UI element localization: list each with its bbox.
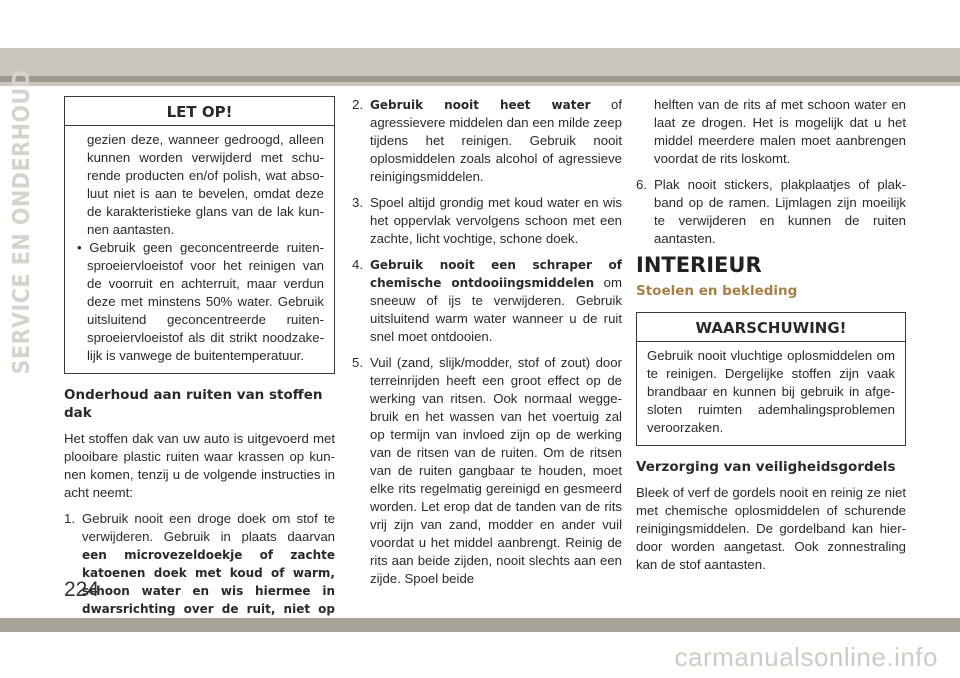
list-item	[352, 256, 622, 346]
section-heading-seatbelts: Verzorging van veiligheidsgordels	[636, 459, 896, 475]
page-number: 224	[64, 578, 100, 601]
subsection-title: Stoelen en bekleding	[636, 283, 798, 299]
list-item-continuation	[636, 96, 906, 168]
intro-paragraph: Het stoffen dak van uw auto is uitgevoerd met plooibare plastic ruiten waar krassen op kunnen komen, tenzij u de volgende instructies in acht neemt:	[64, 431, 335, 500]
top-band	[0, 0, 960, 48]
caution-title: LET OP!	[65, 97, 334, 126]
item-number-spacer	[636, 96, 654, 168]
seatbelt-paragraph: Bleek of verf de gordels nooit en reinig ze niet met chemische oplosmiddelen of schurende reinigingsmiddelen. De gordelband kan hierdoor worden aangetast. Ook zonnestraling kan de stof aantasten.	[636, 485, 906, 572]
section-title: INTERIEUR	[636, 253, 762, 277]
side-chapter-title	[4, 69, 40, 375]
item-text: Plak nooit stickers, plakplaatjes of plakband op de ramen. Lijmlagen zijn moeilijk te verwijderen en kunnen de ruiten aantasten.	[654, 177, 906, 246]
caution-bullet-text: Gebruik geen geconcentreerde ruitensproeiervloeistof voor het reinigen van de voorruit en achterruit, maar verdun deze met minstens 50% water. Gebruik uitsluitend geconcentreerde ruitensproeiervloeistof als dit strikt noodzakelijk is vanwege de buitentemperatuur.	[87, 240, 324, 363]
column-2	[352, 96, 622, 596]
item-lead: Gebruik nooit een schraper of chemische ontdooiingsmiddelen	[370, 258, 622, 290]
item-number: 5.	[352, 355, 363, 370]
item-number: 2.	[352, 97, 363, 112]
warning-title: WAARSCHUWING!	[637, 313, 905, 342]
warning-box	[636, 312, 906, 446]
list-item	[352, 194, 622, 248]
item-number: 3.	[352, 195, 363, 210]
item-lead: Gebruik nooit heet water	[370, 98, 591, 112]
item-text	[370, 256, 622, 346]
side-chapter-label: SERVICE EN ONDERHOUD	[9, 69, 35, 375]
list-item	[352, 96, 622, 186]
item-text-run: of agressievere middelen dan een milde zeep tijdens het reinigen. Gebruik nooit oplosmiddelen zoals alcohol of agressieve reinigingsmiddelen.	[370, 97, 622, 184]
item-number: 1.	[64, 511, 75, 526]
column-3	[636, 96, 906, 582]
caution-continuation: gezien deze, wanneer gedroogd, alleen kunnen worden verwijderd met schurende producten en/of polish, wat absoluut niet is aan te bevelen, omdat deze de karakteristieke glans van de lak kunnen aantasten.	[87, 132, 324, 237]
list-item	[636, 176, 906, 248]
item-text	[370, 96, 622, 186]
caution-box	[64, 96, 335, 374]
top-stripe-dark	[0, 76, 960, 82]
item-number: 4.	[352, 257, 363, 272]
list-item	[352, 354, 622, 588]
watermark: carmanualsonline.info	[674, 642, 938, 672]
item-text-run: om sneeuw of ijs te verwijderen. Gebruik uitsluitend warm water wanneer u de ruit snel moet ontdooien.	[370, 275, 622, 344]
item-bold-run: een microvezeldoekje of zachte katoenen doek met koud of warm, schoon water en wis hiermee in dwarsrichting over de ruit, niet op	[82, 548, 335, 616]
bottom-band	[0, 618, 960, 632]
caution-body	[65, 126, 334, 373]
item-text: helften van de rits af met schoon water en laat ze drogen. Het is mogelijk dat u het middel meerdere malen moet aanbrengen voordat de rits loskomt.	[654, 97, 906, 166]
warning-body: Gebruik nooit vluchtige oplosmiddelen om te reinigen. Dergelijke stoffen zijn vaak brandbaar en kunnen bij gebruik in afgesloten ruimten ademhalingsproblemen veroorzaken.	[647, 348, 895, 435]
item-text-run: Gebruik nooit een droge doek om stof te verwijderen. Gebruik in plaats daarvan	[82, 511, 335, 544]
column-1	[64, 96, 335, 644]
section-heading-soft-top: Onderhoud aan ruiten van stoffen dak	[64, 387, 323, 421]
caution-bullet: • Gebruik geen geconcentreerde ruitensproeiervloeistof voor het reinigen van de voorruit en achterruit, maar verdun deze met minstens 50% water. Gebruik uitsluitend geconcentreerde ruitensproeiervloeistof als dit strikt noodzakelijk is vanwege de buitentemperatuur.	[77, 240, 324, 363]
item-text: Spoel altijd grondig met koud water en wis het oppervlak vervolgens schoon met een zachte, licht vochtige, schone doek.	[370, 195, 622, 246]
item-text: Vuil (zand, slijk/modder, stof of zout) door terreinrijden heeft een groot effect op de werking van ritsen. Ook normaal weggebruik en het wassen van het voertuig zal op termijn van invloed zijn op de werking van de ritsen van de ruiten. Om de ritsen van de ruiten gangbaar te houden, moet elke rits regelmatig gereinigd en gesmeerd worden. Let erop dat de tanden van de rits vrij zijn van zand, modder en ander vuil voordat u het middel aanbrengt. Reinig de rits aan beide zijden, nooit slechts aan een zijde. Spoel beide	[370, 355, 622, 586]
item-number: 6.	[636, 177, 647, 192]
